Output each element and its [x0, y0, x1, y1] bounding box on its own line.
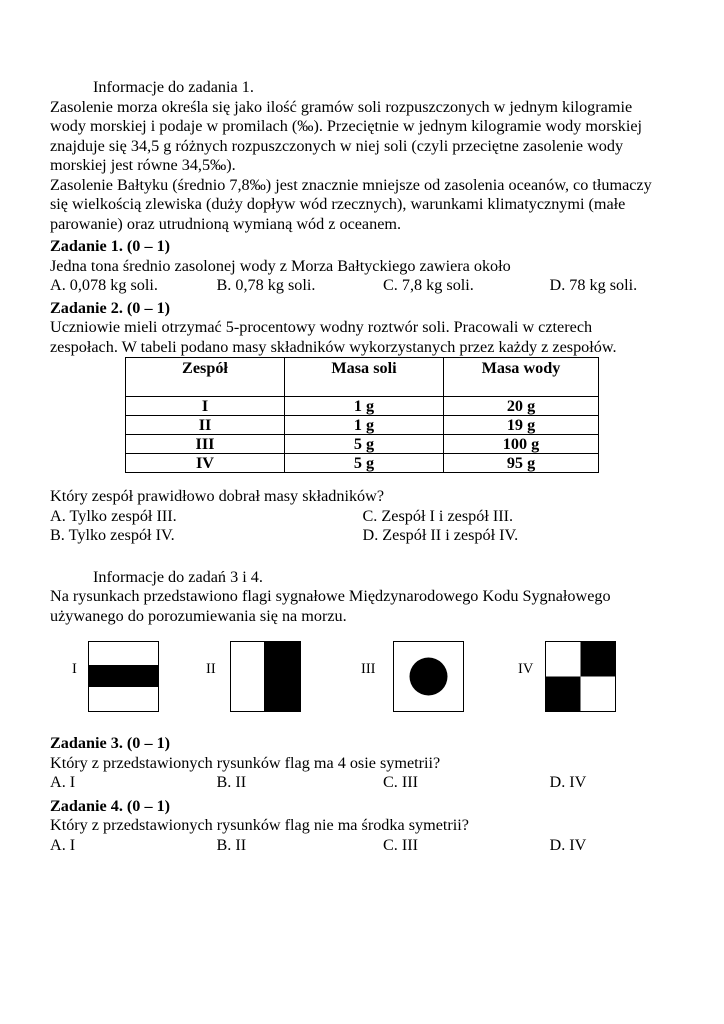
task3-option-c[interactable]: C. III — [383, 773, 419, 791]
table-cell: IV — [126, 454, 285, 473]
table-cell: 95 g — [444, 454, 599, 473]
table-cell: 1 g — [285, 397, 444, 416]
flag-label: I — [72, 661, 77, 677]
task2-option-c[interactable]: C. Zespół I i zespół III. — [362, 506, 514, 525]
table-cell: II — [126, 416, 285, 435]
table-row — [126, 397, 599, 416]
flag-half-vertical — [230, 641, 301, 712]
info34-line: używanego do porozumiewania się na morzu. — [50, 606, 347, 625]
worksheet — [50, 78, 675, 855]
flag-label: II — [206, 661, 216, 677]
task1-question: Jedna tona średnio zasolonej wody z Morza Bałtyckiego zawiera około — [50, 256, 511, 275]
task2-options-row1 — [50, 507, 675, 527]
table-row — [126, 454, 599, 473]
task4-option-c[interactable]: C. III — [383, 835, 419, 854]
table-cell: III — [126, 435, 285, 454]
table-row — [126, 416, 599, 435]
task1-option-b[interactable]: B. 0,78 kg soli. — [216, 276, 316, 294]
task3-option-d[interactable]: D. IV — [549, 773, 587, 791]
task4-title: Zadanie 4. (0 – 1) — [50, 796, 171, 815]
table-header-cell: Masa wody — [444, 358, 599, 397]
flag-label: IV — [518, 661, 534, 677]
task2-option-d[interactable]: D. Zespół II i zespół IV. — [362, 526, 519, 544]
table-cell: 20 g — [444, 397, 599, 416]
table-header-row — [126, 358, 599, 397]
info1-line: znajduje się 34,5 g różnych rozpuszczonych w niej soli (czyli przeciętne zasolenie wody — [50, 136, 624, 155]
task4-options — [50, 836, 675, 856]
info1-line: wody morskiej i podaje w promilach (‰). Przeciętnie w jednym kilogramie wody morskiej — [50, 117, 643, 135]
flag-checkered — [545, 641, 616, 712]
flag-horizontal-stripe — [88, 641, 159, 712]
task2-options-row2 — [50, 526, 675, 546]
task3-title: Zadanie 3. (0 – 1) — [50, 734, 171, 752]
task2-line: Uczniowie mieli otrzymać 5-procentowy wodny roztwór soli. Pracowali w czterech — [50, 318, 593, 336]
task1-option-d[interactable]: D. 78 kg soli. — [549, 276, 638, 294]
task3-options — [50, 773, 675, 793]
task1-option-a[interactable]: A. 0,078 kg soli. — [50, 276, 158, 294]
task2-question: Który zespół prawidłowo dobrał masy składników? — [50, 487, 385, 505]
flag-label: III — [361, 661, 376, 677]
info1-line: morskiej jest równe 34,5‰). — [50, 156, 236, 174]
info1-line: Zasolenie Bałtyku (średnio 7,8‰) jest znacznie mniejsze od zasolenia oceanów, co tłumaczy — [50, 175, 652, 194]
signal-flags — [50, 626, 675, 734]
table-cell: 19 g — [444, 416, 599, 435]
task1-option-c[interactable]: C. 7,8 kg soli. — [383, 276, 474, 294]
task3-option-a[interactable]: A. I — [50, 773, 76, 791]
table-cell: 5 g — [285, 454, 444, 473]
task2-title: Zadanie 2. (0 – 1) — [50, 298, 171, 317]
info1-line: Zasolenie morza określa się jako ilość gramów soli rozpuszczonych w jednym kilogramie — [50, 97, 633, 116]
info1-line: się wielkością zlewiska (duży dopływ wód rzecznych), warunkami klimatycznymi (małe — [50, 195, 626, 213]
info34-line: Na rysunkach przedstawiono flagi sygnałowe Międzynarodowego Kodu Sygnałowego — [50, 587, 611, 605]
task3-question: Który z przedstawionych rysunków flag ma 4 osie symetrii? — [50, 753, 441, 772]
task4-option-b[interactable]: B. II — [216, 835, 247, 854]
table-cell: I — [126, 397, 285, 416]
task4-option-a[interactable]: A. I — [50, 835, 76, 854]
task3-option-b[interactable]: B. II — [216, 773, 247, 791]
task2-option-b[interactable]: B. Tylko zespół IV. — [50, 526, 175, 544]
task4-option-d[interactable]: D. IV — [549, 835, 587, 854]
table-row — [126, 435, 599, 454]
table-cell: 1 g — [285, 416, 444, 435]
task4-question: Który z przedstawionych rysunków flag nie ma środka symetrii? — [50, 816, 469, 834]
info34-heading: Informacje do zadań 3 i 4. — [93, 567, 263, 586]
table-cell: 100 g — [444, 435, 599, 454]
task2-line: zespołach. W tabeli podano masy składników wykorzystanych przez każdy z zespołów. — [50, 337, 617, 356]
task1-title: Zadanie 1. (0 – 1) — [50, 237, 171, 255]
info1-heading: Informacje do zadania 1. — [93, 78, 254, 96]
table-header-cell: Zespół — [126, 358, 285, 397]
masses-table — [125, 357, 599, 473]
task1-options — [50, 276, 675, 296]
flag-circle — [393, 641, 464, 712]
task2-option-a[interactable]: A. Tylko zespół III. — [50, 506, 177, 525]
table-header-cell: Masa soli — [285, 358, 444, 397]
table-cell: 5 g — [285, 435, 444, 454]
info1-line: parowanie) oraz utrudnioną wymianą wód z oceanem. — [50, 214, 402, 233]
